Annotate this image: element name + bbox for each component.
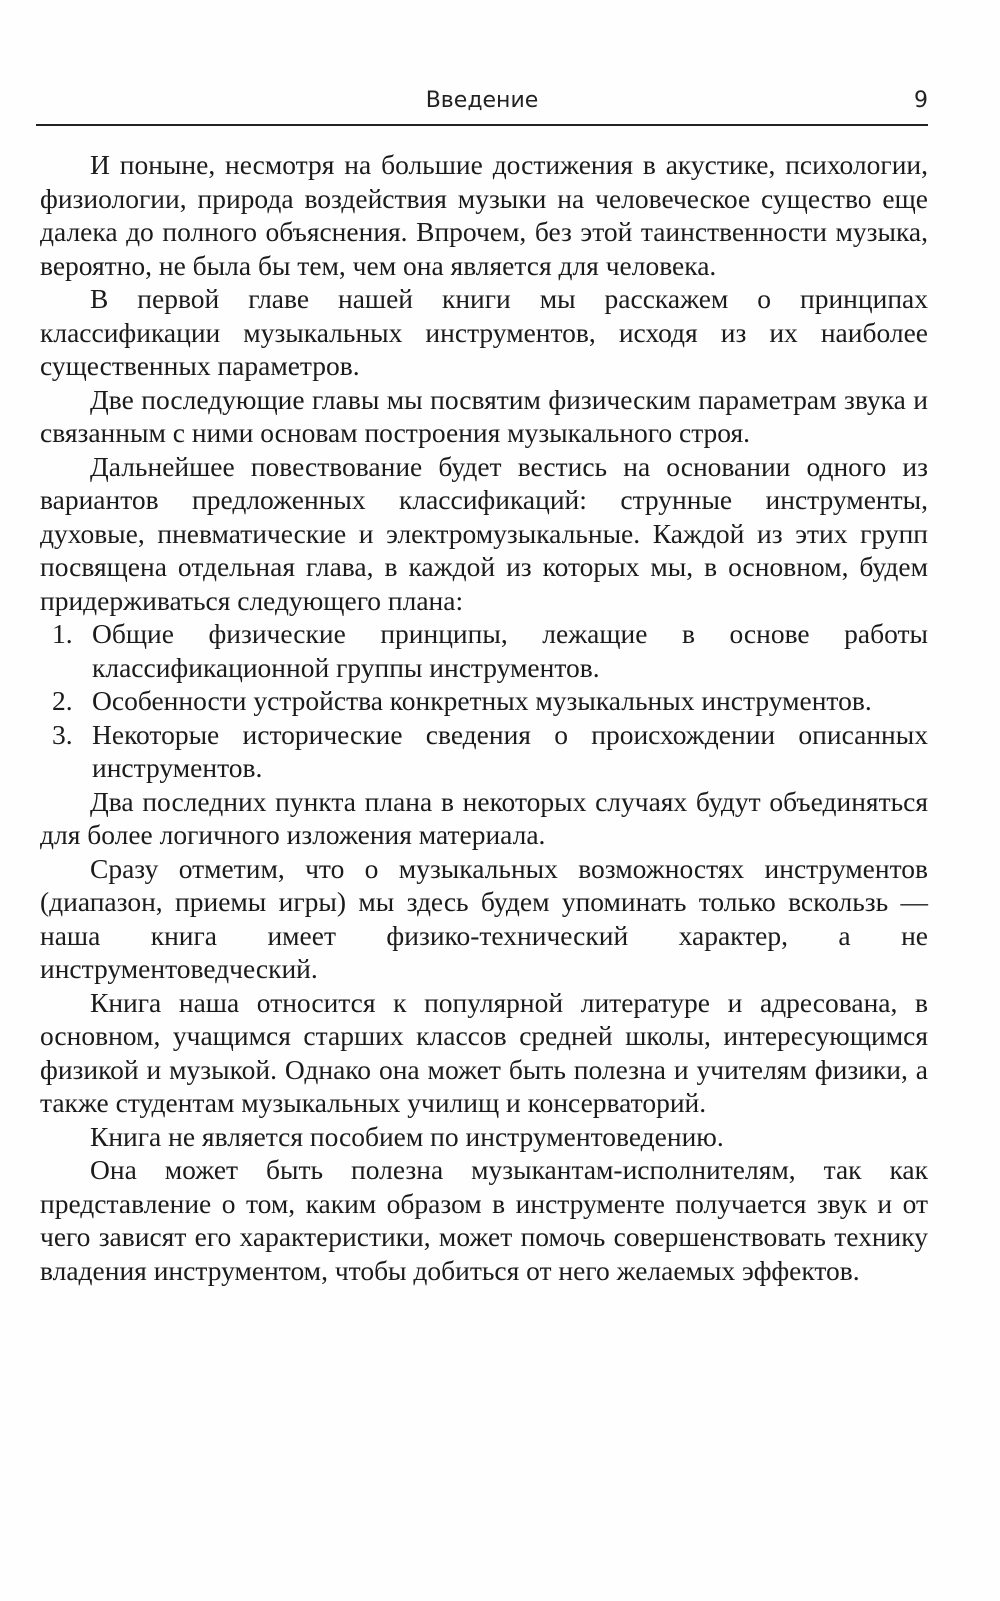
list-item-number: 2. <box>52 685 73 716</box>
page-number: 9 <box>914 88 928 113</box>
list-item <box>52 718 928 785</box>
paragraph: Две последующие главы мы посвятим физическим параметрам звука и связанным с ними основам построения музыкального строя. <box>40 383 928 448</box>
paragraph: Она может быть полезна музыкантам-исполнителям, так как представление о том, каким образом в инструменте получается звук и от чего зависят его характеристики, может помочь совершенствовать технику владения инструментом, чтобы добиться от него желаемых эффектов. <box>40 1154 928 1286</box>
plan-list <box>40 617 928 785</box>
paragraph: Книга не является пособием по инструментоведению. <box>90 1120 724 1152</box>
list-item <box>52 617 928 684</box>
list-item-text: Особенности устройства конкретных музыкальных инструментов. <box>92 685 872 716</box>
paragraph: И поныне, несмотря на большие достижения в акустике, психологии, физиологии, природа воздействия музыки на человеческое существо еще далека до полного объяснения. Впрочем, без этой таинственности музыка, вероятно, не была бы тем, чем она является для человека. <box>40 149 928 281</box>
list-item-number: 3. <box>52 718 73 750</box>
paragraph: Два последних пункта плана в некоторых случаях будут объединяться для более логичного изложения материала. <box>40 785 928 850</box>
running-header <box>36 82 928 122</box>
body-text <box>40 148 928 1287</box>
list-item <box>52 684 928 718</box>
paragraph: В первой главе нашей книги мы расскажем о принципах классификации музыкальных инструментов, исходя из их наиболее существенных параметров. <box>40 283 928 381</box>
list-item-text: Некоторые исторические сведения о происхождении описанных инструментов. <box>92 718 928 783</box>
paragraph: Книга наша относится к популярной литературе и адресована, в основном, учащимся старших классов средней школы, интересующимся физикой и музыкой. Однако она может быть полезна и учителям физики, а также студентам музыкальных училищ и консерваторий. <box>40 986 928 1118</box>
header-rule <box>36 124 928 126</box>
paragraph: Дальнейшее повествование будет вестись на основании одного из вариантов предложенных классификаций: струнные инструменты, духовые, пневматические и электромузыкальные. Каждой из этих групп посвящена отдельная глава, в каждой из которых мы, в основном, будем придерживаться следующего плана: <box>40 450 928 616</box>
chapter-title: Введение <box>425 88 539 113</box>
paragraph: Сразу отметим, что о музыкальных возможностях инструментов (диапазон, приемы игры) мы здесь будем упоминать только вскользь — наша книга имеет физико-технический характер, а не инструментоведческий. <box>40 852 928 984</box>
list-item-text: Общие физические принципы, лежащие в основе работы классификационной группы инструментов. <box>92 618 928 683</box>
list-item-number: 1. <box>52 618 73 649</box>
